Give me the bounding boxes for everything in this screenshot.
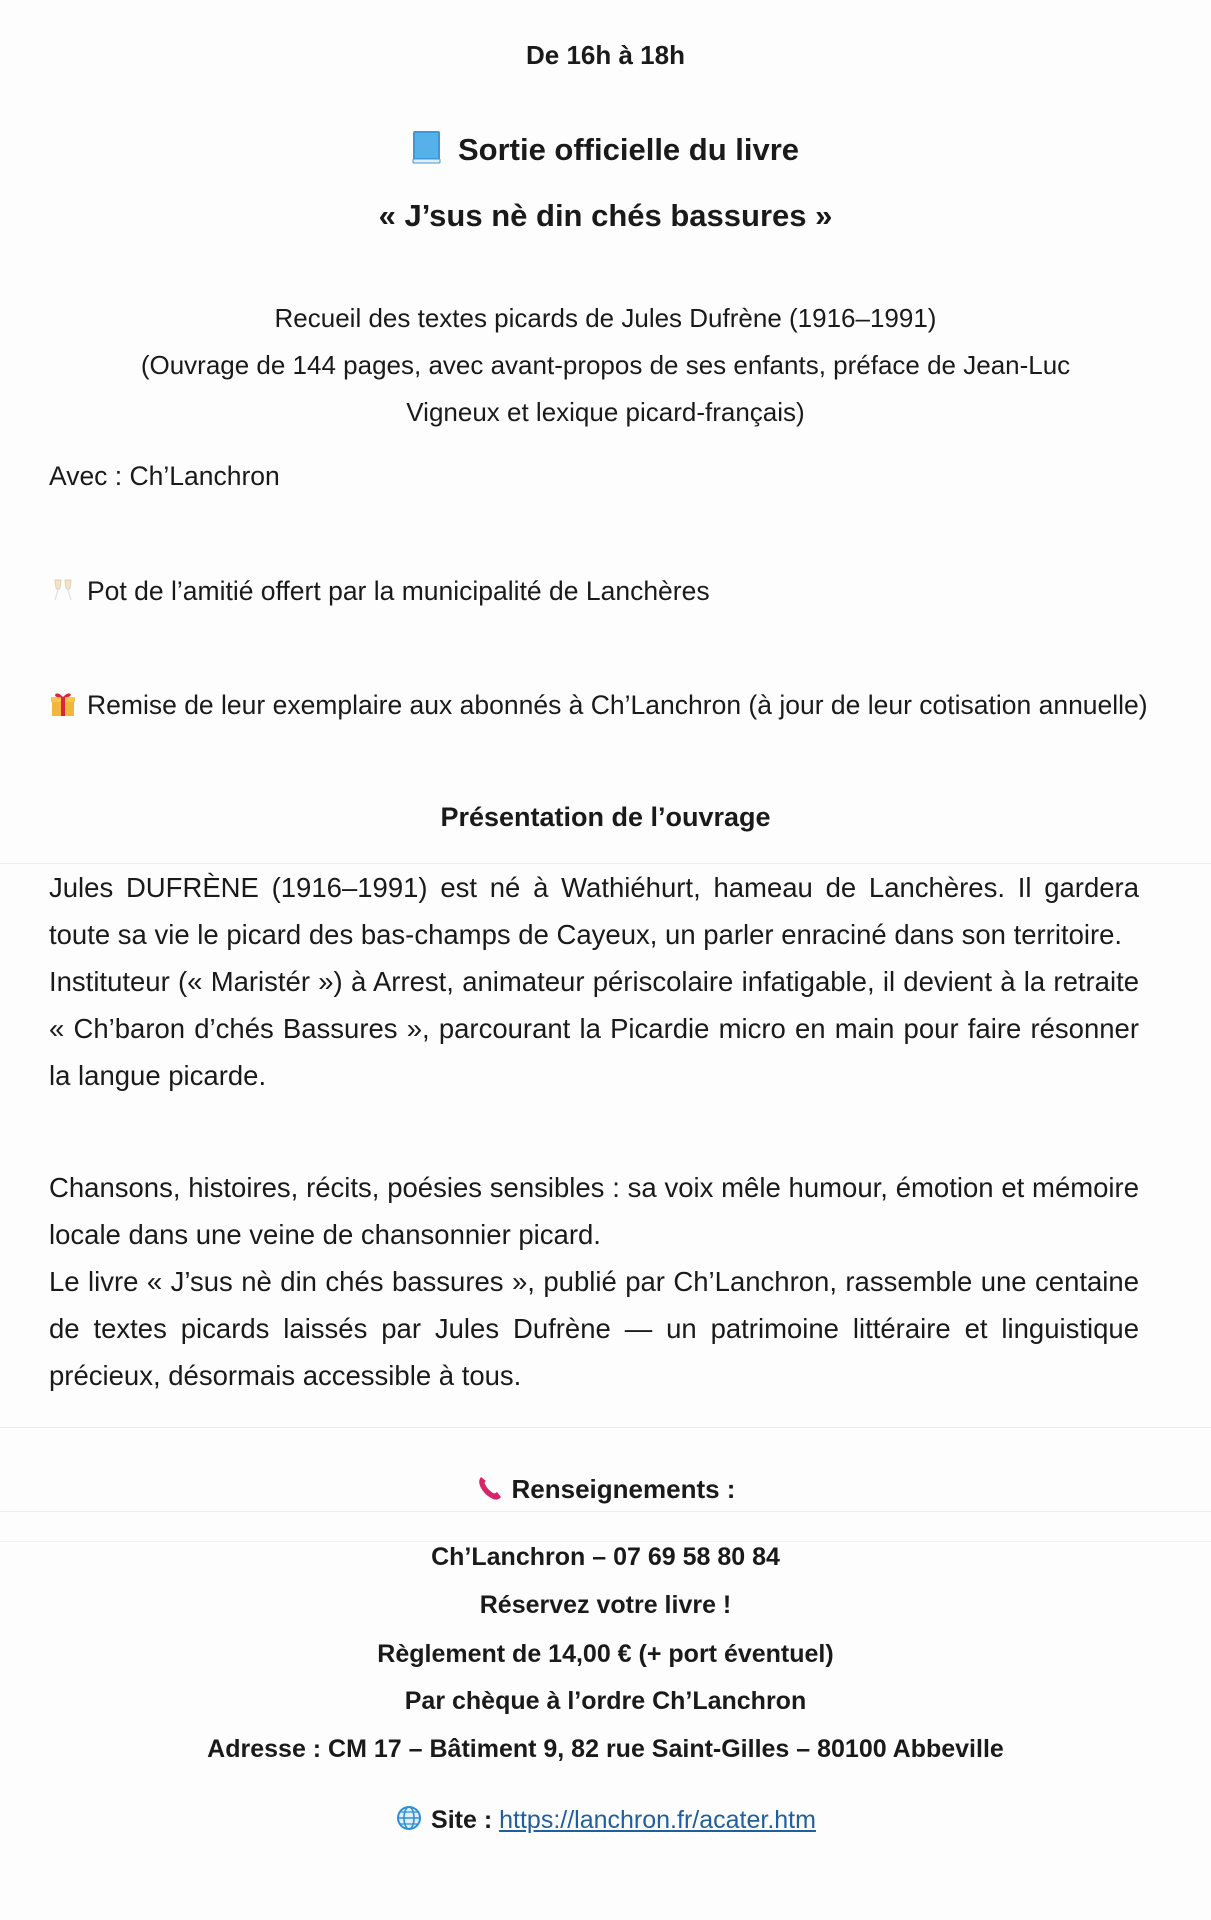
event-item-reception (49, 568, 710, 614)
description-line: Vigneux et lexique picard-français) (406, 397, 805, 427)
divider (0, 1511, 1211, 1512)
presentation-paragraph-2 (49, 1164, 1139, 1399)
event-item-gift (49, 682, 1149, 729)
site-label: Site : (431, 1806, 493, 1834)
paragraph-text: Le livre « J’sus nè din chés bassures », publié par Ch’Lanchron, rassemble une centaine de textes picards laissés par Jules Dufrène — un patrimoine littéraire et linguistique précieux, désormais accessible à tous. (49, 1266, 1139, 1391)
contact-price: Règlement de 14,00 € (+ port éventuel) (377, 1640, 834, 1668)
paragraph-text: Jules DUFRÈNE (1916–1991) est né à Wathiéhurt, hameau de Lanchères. Il gardera toute sa vie le picard des bas-champs de Cayeux, un parler enraciné dans son territoire. (49, 872, 1139, 950)
globe-icon (395, 1804, 423, 1832)
contact-payment: Par chèque à l’ordre Ch’Lanchron (404, 1687, 807, 1715)
with-line: Avec : Ch’Lanchron (49, 461, 280, 491)
blue-book-icon (412, 130, 442, 164)
book-description (0, 295, 1211, 436)
gift-icon (49, 690, 77, 718)
event-title (0, 130, 1211, 168)
telephone-receiver-icon (476, 1474, 504, 1502)
contact-heading-text: Renseignements : (511, 1474, 736, 1504)
contact-reserve: Réservez votre livre ! (479, 1591, 732, 1619)
divider (0, 1541, 1211, 1542)
book-title: « J’sus nè din chés bassures » (378, 198, 833, 233)
event-title-text: Sortie officielle du livre (457, 132, 800, 167)
site-link[interactable]: https://lanchron.fr/acater.htm (499, 1806, 816, 1834)
divider (0, 1427, 1211, 1428)
contact-site (0, 1804, 1211, 1835)
event-item-text: Pot de l’amitié offert par la municipalité de Lanchères (87, 576, 710, 606)
description-line: (Ouvrage de 144 pages, avec avant-propos de ses enfants, préface de Jean-Luc (140, 350, 1071, 380)
contact-heading (0, 1474, 1211, 1505)
presentation-heading: Présentation de l’ouvrage (440, 802, 771, 832)
paragraph-text: Instituteur (« Maristér ») à Arrest, animateur périscolaire infatigable, il devient à la retraite « Ch’baron d’chés Bassures », parcourant la Picardie micro en main pour faire résonner la langue picarde. (49, 966, 1139, 1091)
event-time: De 16h à 18h (526, 40, 685, 70)
clinking-glasses-icon (49, 576, 77, 604)
contact-phone: Ch’Lanchron – 07 69 58 80 84 (431, 1543, 780, 1571)
contact-address: Adresse : CM 17 – Bâtiment 9, 82 rue Saint-Gilles – 80100 Abbeville (207, 1735, 1004, 1763)
event-item-text: Remise de leur exemplaire aux abonnés à Ch’Lanchron (à jour de leur cotisation annuelle) (87, 690, 1148, 720)
description-line: Recueil des textes picards de Jules Dufrène (1916–1991) (274, 303, 937, 333)
paragraph-text: Chansons, histoires, récits, poésies sensibles : sa voix mêle humour, émotion et mémoire locale dans une veine de chansonnier picard. (49, 1172, 1139, 1250)
presentation-paragraph-1 (49, 864, 1139, 1099)
